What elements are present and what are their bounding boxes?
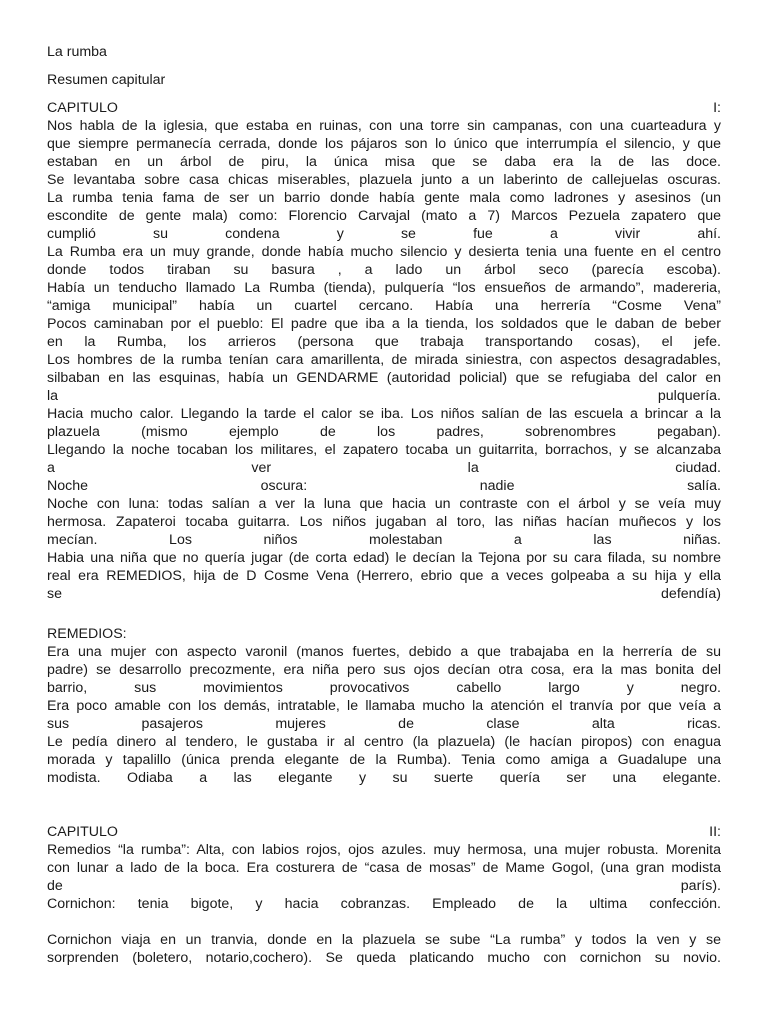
text-line: escondite de gente mala) como: Florencio Carvajal (mato a 7) Marcos Pezuela zapatero que xyxy=(47,208,721,224)
text-line: de parís). xyxy=(47,878,721,894)
text-line: Habia una niña que no quería jugar (de corta edad) le decían la Tejona por su cara filada, su nombre xyxy=(47,550,721,566)
text-line: donde todos tiraban su basura , a lado un árbol seco (parecía escoba). xyxy=(47,262,721,278)
text-line: estaban en un árbol de piru, la única misa que se daba era la de las doce. xyxy=(47,154,721,170)
text-line: modista. Odiaba a las elegante y su suerte quería ser una elegante. xyxy=(47,770,721,786)
text-line: Nos habla de la iglesia, que estaba en ruinas, con una torre sin campanas, con una cuarteadura y xyxy=(47,118,721,134)
text-line: hermosa. Zapateroi tocaba guitarra. Los niños jugaban al toro, las niñas hacían muñecos y los xyxy=(47,514,721,530)
text-line: cumplió su condena y se fue a vivir ahí. xyxy=(47,226,721,242)
text-line: La Rumba era un muy grande, donde había mucho silencio y desierta tenia una fuente en el centro xyxy=(47,244,721,260)
text-line: plazuela (mismo ejemplo de los padres, sobrenombres pegaban). xyxy=(47,424,721,440)
text-line: silbaban en las esquinas, había un GENDARME (autoridad policial) que se refugiaba del calor en xyxy=(47,370,721,386)
text-line: Era una mujer con aspecto varonil (manos fuertes, debido a que trabajaba en la herrería de su xyxy=(47,644,721,660)
document-subtitle: Resumen capitular xyxy=(47,72,166,88)
text-line: La rumba tenia fama de ser un barrio donde había gente mala como ladrones y asesinos (un xyxy=(47,190,721,206)
text-line: Le pedía dinero al tendero, le gustaba ir al centro (la plazuela) (le hacían piropos) con enagua xyxy=(47,734,721,750)
text-line: sorprenden (boletero, notario,cochero). Se queda platicando mucho con cornichon su novio. xyxy=(47,950,721,966)
text-line: Noche con luna: todas salían a ver la luna que hacia un contraste con el árbol y se veía muy xyxy=(47,496,721,512)
text-line: REMEDIOS: xyxy=(47,626,127,642)
text-line: con lunar a lado de la boca. Era costurera de “casa de mosas” de Mame Gogol, (una gran modista xyxy=(47,860,721,876)
text-line: CAPITULO II: xyxy=(47,824,721,840)
text-line: en la Rumba, los arrieros (persona que trabaja transportando cosas), el jefe. xyxy=(47,334,721,350)
text-line: la pulquería. xyxy=(47,388,721,404)
text-line: real era REMEDIOS, hija de D Cosme Vena (Herrero, ebrio que a veces golpeaba a su hija y ella xyxy=(47,568,721,584)
text-line: barrio, sus movimientos provocativos cabello largo y negro. xyxy=(47,680,721,696)
text-line: padre) se desarrollo precozmente, era niña pero sus ojos decían otra cosa, era la mas bonita del xyxy=(47,662,721,678)
text-line: Noche oscura: nadie salía. xyxy=(47,478,721,494)
text-line: se defendía) xyxy=(47,586,721,602)
text-line: Los hombres de la rumba tenían cara amarillenta, de mirada siniestra, con aspectos desagradables, xyxy=(47,352,721,368)
text-line: Pocos caminaban por el pueblo: El padre que iba a la tienda, los soldados que le daban de beber xyxy=(47,316,721,332)
text-line: Cornichon viaja en un tranvia, donde en la plazuela se sube “La rumba” y todos la ven y se xyxy=(47,932,721,948)
text-line: morada y tapalillo (única prenda elegante de la Rumba). Tenia como amiga a Guadalupe una xyxy=(47,752,721,768)
text-line: sus pasajeros mujeres de clase alta ricas. xyxy=(47,716,721,732)
text-line: Era poco amable con los demás, intratable, le llamaba mucho la atención el tranvía por que veía a xyxy=(47,698,721,714)
text-line: a ver la ciudad. xyxy=(47,460,721,476)
text-line: Remedios “la rumba”: Alta, con labios rojos, ojos azules. muy hermosa, una mujer robusta. Morenita xyxy=(47,842,721,858)
text-line: CAPITULO I: xyxy=(47,100,721,116)
text-line: Llegando la noche tocaban los militares, el zapatero tocaba un guitarrita, borrachos, y se alcanzaba xyxy=(47,442,721,458)
text-line: Se levantaba sobre casa chicas miserables, plazuela junto a un laberinto de callejuelas oscuras. xyxy=(47,172,721,188)
text-line: Había un tenducho llamado La Rumba (tienda), pulquería “los ensueños de armando”, madereria, xyxy=(47,280,721,296)
document-title: La rumba xyxy=(47,44,107,60)
text-line: Cornichon: tenia bigote, y hacia cobranzas. Empleado de la ultima confección. xyxy=(47,896,721,912)
text-line: Hacia mucho calor. Llegando la tarde el calor se iba. Los niños salían de las escuela a brincar a la xyxy=(47,406,721,422)
text-line: mecían. Los niños molestaban a las niñas. xyxy=(47,532,721,548)
text-line: “amiga municipal” había un cuartel cercano. Había una herrería “Cosme Vena” xyxy=(47,298,721,314)
text-line: que siempre permanecía cerrada, donde los pájaros son lo único que interrumpía el silencio, y que xyxy=(47,136,721,152)
